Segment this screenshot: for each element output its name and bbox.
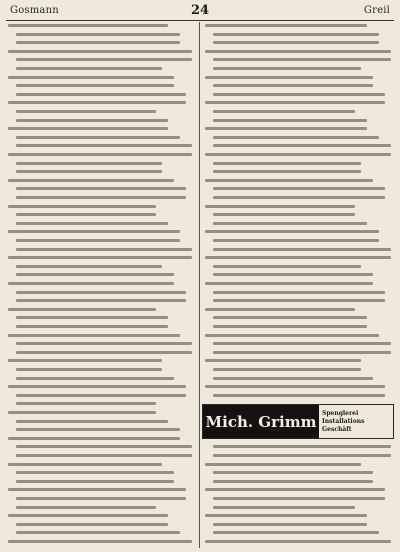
entry-text-line bbox=[16, 222, 168, 225]
entry-text-line bbox=[8, 308, 156, 311]
entry-text-line bbox=[213, 248, 391, 251]
entry-text-line bbox=[205, 127, 367, 130]
entry-text-line bbox=[213, 531, 379, 534]
entry-text-line bbox=[8, 153, 192, 156]
entry-text-line bbox=[16, 136, 180, 139]
entry-text-line bbox=[205, 385, 385, 388]
entry-text-line bbox=[205, 50, 391, 53]
entry-text-line bbox=[205, 463, 361, 466]
entry-text-line bbox=[213, 170, 361, 173]
entry-text-line bbox=[16, 144, 192, 147]
entry-text-line bbox=[213, 325, 367, 328]
entry-text-line bbox=[205, 359, 361, 362]
entry-text-line bbox=[213, 454, 391, 457]
entry-text-line bbox=[16, 58, 192, 61]
entry-text-line bbox=[205, 488, 385, 491]
entry-text-line bbox=[205, 256, 391, 259]
column-divider bbox=[199, 22, 200, 548]
entry-text-line bbox=[16, 239, 180, 242]
entry-text-line bbox=[16, 531, 180, 534]
entry-text-line bbox=[213, 368, 361, 371]
entry-text-line bbox=[8, 385, 186, 388]
entry-text-line bbox=[213, 265, 361, 268]
entry-text-line bbox=[213, 445, 391, 448]
entry-text-line bbox=[16, 445, 192, 448]
entry-text-line bbox=[205, 205, 355, 208]
entry-text-line bbox=[16, 119, 168, 122]
entry-text-line bbox=[213, 58, 391, 61]
entry-text-line bbox=[213, 291, 385, 294]
entry-text-line bbox=[8, 282, 174, 285]
entry-text-line bbox=[8, 514, 168, 517]
entry-text-line bbox=[16, 342, 192, 345]
entry-text-line bbox=[8, 488, 186, 491]
entry-text-line bbox=[205, 101, 385, 104]
entry-text-line bbox=[205, 334, 379, 337]
advertisement-trade: Spenglerei bbox=[322, 409, 359, 417]
advertisement-trade: Installations bbox=[322, 417, 365, 425]
entry-text-line bbox=[16, 213, 156, 216]
entry-text-line bbox=[16, 187, 186, 190]
entry-text-line bbox=[16, 93, 186, 96]
header-rule bbox=[6, 20, 394, 21]
entry-text-line bbox=[213, 239, 379, 242]
entry-text-line bbox=[16, 506, 156, 509]
entry-text-line bbox=[213, 162, 361, 165]
advertisement-trades bbox=[319, 405, 393, 438]
entry-text-line bbox=[8, 179, 174, 182]
entry-text-line bbox=[16, 162, 162, 165]
entry-text-line bbox=[8, 334, 180, 337]
entry-text-line bbox=[213, 41, 379, 44]
entry-text-line bbox=[213, 497, 385, 500]
entry-text-line bbox=[8, 230, 180, 233]
entry-text-line bbox=[213, 84, 373, 87]
entry-text-line bbox=[213, 222, 367, 225]
entry-text-line bbox=[8, 411, 156, 414]
entry-text-line bbox=[8, 24, 168, 27]
entry-text-line bbox=[16, 273, 174, 276]
entry-text-line bbox=[205, 230, 379, 233]
entry-text-line bbox=[205, 24, 367, 27]
right-running-head: Greil bbox=[363, 5, 390, 16]
entry-text-line bbox=[213, 394, 385, 397]
entry-text-line bbox=[213, 196, 385, 199]
entry-text-line bbox=[213, 471, 373, 474]
entry-text-line bbox=[205, 179, 373, 182]
entry-text-line bbox=[213, 342, 391, 345]
entry-text-line bbox=[16, 299, 186, 302]
entry-text-line bbox=[213, 377, 373, 380]
entry-text-line bbox=[16, 291, 186, 294]
entry-text-line bbox=[213, 316, 367, 319]
entry-text-line bbox=[16, 248, 192, 251]
entry-text-line bbox=[205, 540, 391, 543]
entry-text-line bbox=[16, 351, 192, 354]
entry-text-line bbox=[16, 428, 180, 431]
entry-text-line bbox=[16, 41, 180, 44]
entry-text-line bbox=[213, 523, 367, 526]
entry-text-line bbox=[16, 402, 156, 405]
entry-text-line bbox=[16, 110, 156, 113]
page-number: 24 bbox=[190, 3, 210, 18]
entry-text-line bbox=[213, 273, 373, 276]
entry-text-line bbox=[16, 368, 162, 371]
entry-text-line bbox=[213, 33, 379, 36]
entry-text-line bbox=[16, 265, 162, 268]
entry-text-line bbox=[213, 67, 361, 70]
entry-text-line bbox=[8, 463, 162, 466]
advertisement-box bbox=[202, 404, 394, 439]
entry-text-line bbox=[213, 187, 385, 190]
entry-text-line bbox=[8, 256, 192, 259]
entry-text-line bbox=[213, 93, 385, 96]
entry-text-line bbox=[205, 514, 367, 517]
entry-text-line bbox=[16, 316, 168, 319]
entry-text-line bbox=[205, 76, 373, 79]
entry-text-line bbox=[16, 170, 162, 173]
entry-text-line bbox=[16, 420, 168, 423]
entry-text-line bbox=[16, 325, 168, 328]
entry-text-line bbox=[213, 110, 355, 113]
entry-text-line bbox=[205, 153, 391, 156]
entry-text-line bbox=[8, 540, 192, 543]
entry-text-line bbox=[205, 282, 373, 285]
entry-text-line bbox=[213, 144, 391, 147]
entry-text-line bbox=[16, 84, 174, 87]
entry-text-line bbox=[8, 437, 180, 440]
entry-text-line bbox=[213, 213, 355, 216]
entry-text-line bbox=[16, 497, 186, 500]
entry-text-line bbox=[16, 480, 174, 483]
entry-text-line bbox=[16, 33, 180, 36]
left-running-head: Gosmann bbox=[10, 5, 59, 16]
entry-text-line bbox=[213, 299, 385, 302]
entry-text-line bbox=[213, 506, 355, 509]
entry-text-line bbox=[16, 394, 186, 397]
entry-text-line bbox=[8, 50, 192, 53]
entry-text-line bbox=[16, 196, 186, 199]
entry-text-line bbox=[8, 359, 162, 362]
entry-text-line bbox=[8, 127, 168, 130]
entry-text-line bbox=[213, 119, 367, 122]
entry-text-line bbox=[205, 308, 355, 311]
entry-text-line bbox=[16, 67, 162, 70]
advertisement-firm-name: Mich. Grimm bbox=[203, 405, 319, 438]
entry-text-line bbox=[16, 523, 168, 526]
entry-text-line bbox=[213, 480, 373, 483]
entry-text-line bbox=[16, 454, 192, 457]
advertisement-trade: Geschäft bbox=[322, 425, 352, 433]
entry-text-line bbox=[8, 101, 186, 104]
entry-text-line bbox=[213, 351, 391, 354]
entry-text-line bbox=[213, 136, 379, 139]
entry-text-line bbox=[16, 377, 174, 380]
entry-text-line bbox=[8, 205, 156, 208]
entry-text-line bbox=[8, 76, 174, 79]
entry-text-line bbox=[16, 471, 174, 474]
